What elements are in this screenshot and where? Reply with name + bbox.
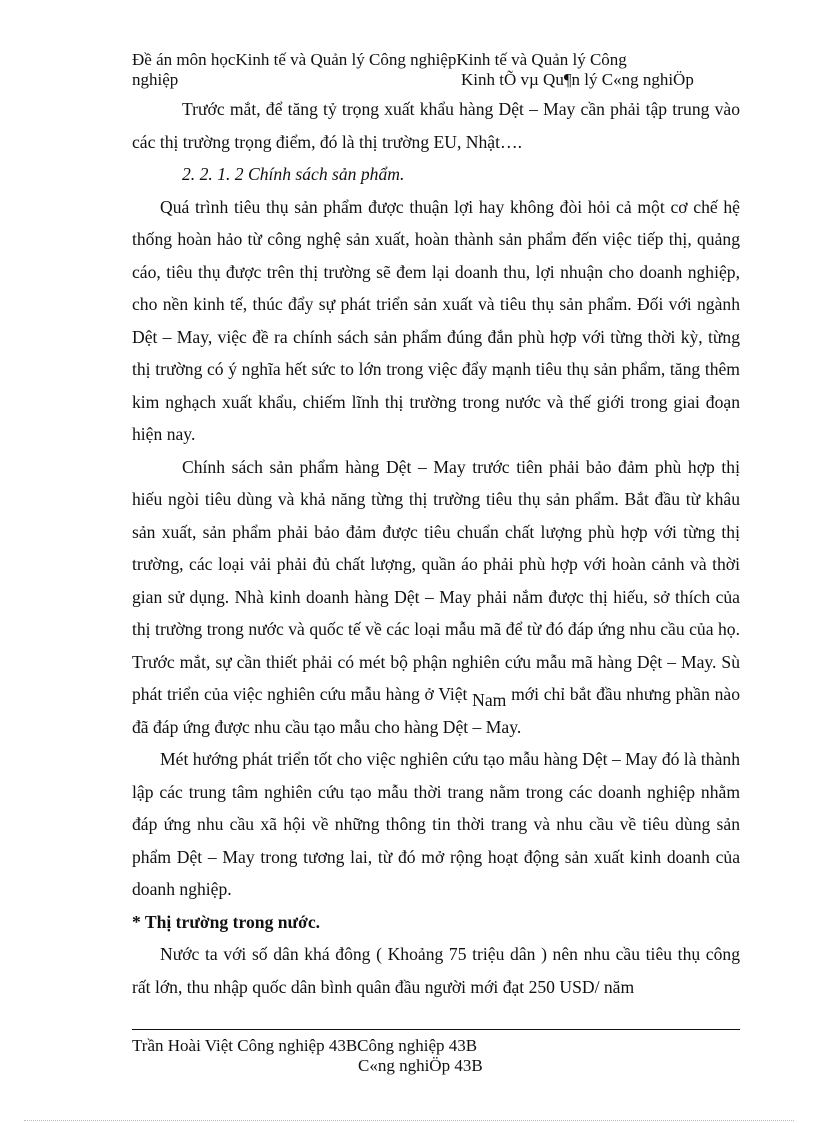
paragraph-3 bbox=[132, 451, 740, 744]
header-line-2-right: Kinh tÕ vµ Qu¶n lý C«ng nghiÖp bbox=[461, 70, 694, 89]
paragraph-2: Quá trình tiêu thụ sản phẩm được thuận lợi hay không đòi hỏi cả một cơ chế hệ thống hoàn hảo từ công nghệ sản xuất, hoàn thành sản phẩm đến việc tiếp thị, quảng cáo, tiêu thụ được trên thị trường sẽ đem lại doanh thu, lợi nhuận cho doanh nghiệp, cho nền kinh tế, thúc đẩy sự phát triển sản xuất và tiêu thụ sản phẩm. Đối với ngành Dệt – May, việc đề ra chính sách sản phẩm đúng đắn phù hợp với từng thời kỳ, từng thị trường có ý nghĩa hết sức to lớn trong việc đẩy mạnh tiêu thụ sản phẩm, tăng thêm kim nghạch xuất khẩu, chiếm lĩnh thị trường trong nước và thế giới trong giai đoạn hiện nay. bbox=[132, 196, 740, 444]
footer-line-1: Trần Hoài Việt Công nghiệp 43BCông nghiệp 43B bbox=[132, 1036, 478, 1055]
bold-heading: * Thị trường trong nước. bbox=[132, 911, 321, 932]
header-line-2 bbox=[132, 70, 742, 90]
paragraph-5: Nước ta với số dân khá đông ( Khoảng 75 triệu dân ) nên nhu cầu tiêu thụ công rất lớn, thu nhập quốc dân bình quân đầu người mới đạt 250 USD/ năm bbox=[132, 944, 740, 997]
page-header bbox=[132, 50, 742, 90]
paragraph-3-dropped-word: Nam bbox=[472, 690, 507, 710]
header-line-1: Đề án môn họcKinh tế và Quản lý Công nghiệpKinh tế và Quản lý Công bbox=[132, 50, 627, 69]
paragraph-4: Mét hướng phát triển tốt cho việc nghiên cứu tạo mẫu hàng Dệt – May đó là thành lập các trung tâm nghiên cứu tạo mẫu thời trang nằm trong các doanh nghiệp nhằm đáp ứng nhu cầu xã hội về những thông tin thời trang và nhu cầu về tiêu dùng sản phẩm Dệt – May trong tương lai, từ đó mở rộng hoạt động sản xuất kinh doanh của doanh nghiệp. bbox=[132, 749, 740, 899]
document-body bbox=[132, 93, 740, 1003]
paragraph-3-text-b: mới chỉ bắt đầu nhưng phần nào đã đáp ứng được nhu cầu tạo mẫu cho hàng Dệt – May. bbox=[132, 684, 740, 737]
paragraph-1: Trước mắt, để tăng tỷ trọng xuất khẩu hàng Dệt – May cần phải tập trung vào các thị trường trọng điểm, đó là thị trường EU, Nhật…. bbox=[132, 99, 740, 152]
page-footer bbox=[132, 1036, 742, 1076]
footer-line-2: C«ng nghiÖp 43B bbox=[358, 1056, 483, 1075]
header-line-2-left: nghiệp bbox=[132, 70, 179, 89]
footer-rule bbox=[132, 1029, 740, 1030]
page-bottom-dotted-divider bbox=[24, 1120, 794, 1121]
section-subheading: 2. 2. 1. 2 Chính sách sản phẩm. bbox=[182, 164, 405, 184]
paragraph-3-text-a: Chính sách sản phẩm hàng Dệt – May trước tiên phải bảo đảm phù hợp thị hiếu ngòi tiêu dùng và khả năng từng thị trường tiêu thụ sản phẩm. Bắt đầu từ khâu sản xuất, sản phẩm phải bảo đảm được tiêu chuẩn chất lượng phù hợp với từng thị trường, các loại vải phải đủ chất lượng, quần áo phải phù hợp với hoàn cảnh và thời gian sử dụng. Nhà kinh doanh hàng Dệt – May phải nắm được thị hiếu, sở thích của thị trường trong nước và quốc tế về các loại mẫu mã để từ đó đáp ứng nhu cầu của họ. Trước mắt, sự cần thiết phải có mét bộ phận nghiên cứu mẫu mã hàng Dệt – May. Sù phát triển của việc nghiên cứu mẫu hàng ở Việt bbox=[132, 456, 740, 704]
